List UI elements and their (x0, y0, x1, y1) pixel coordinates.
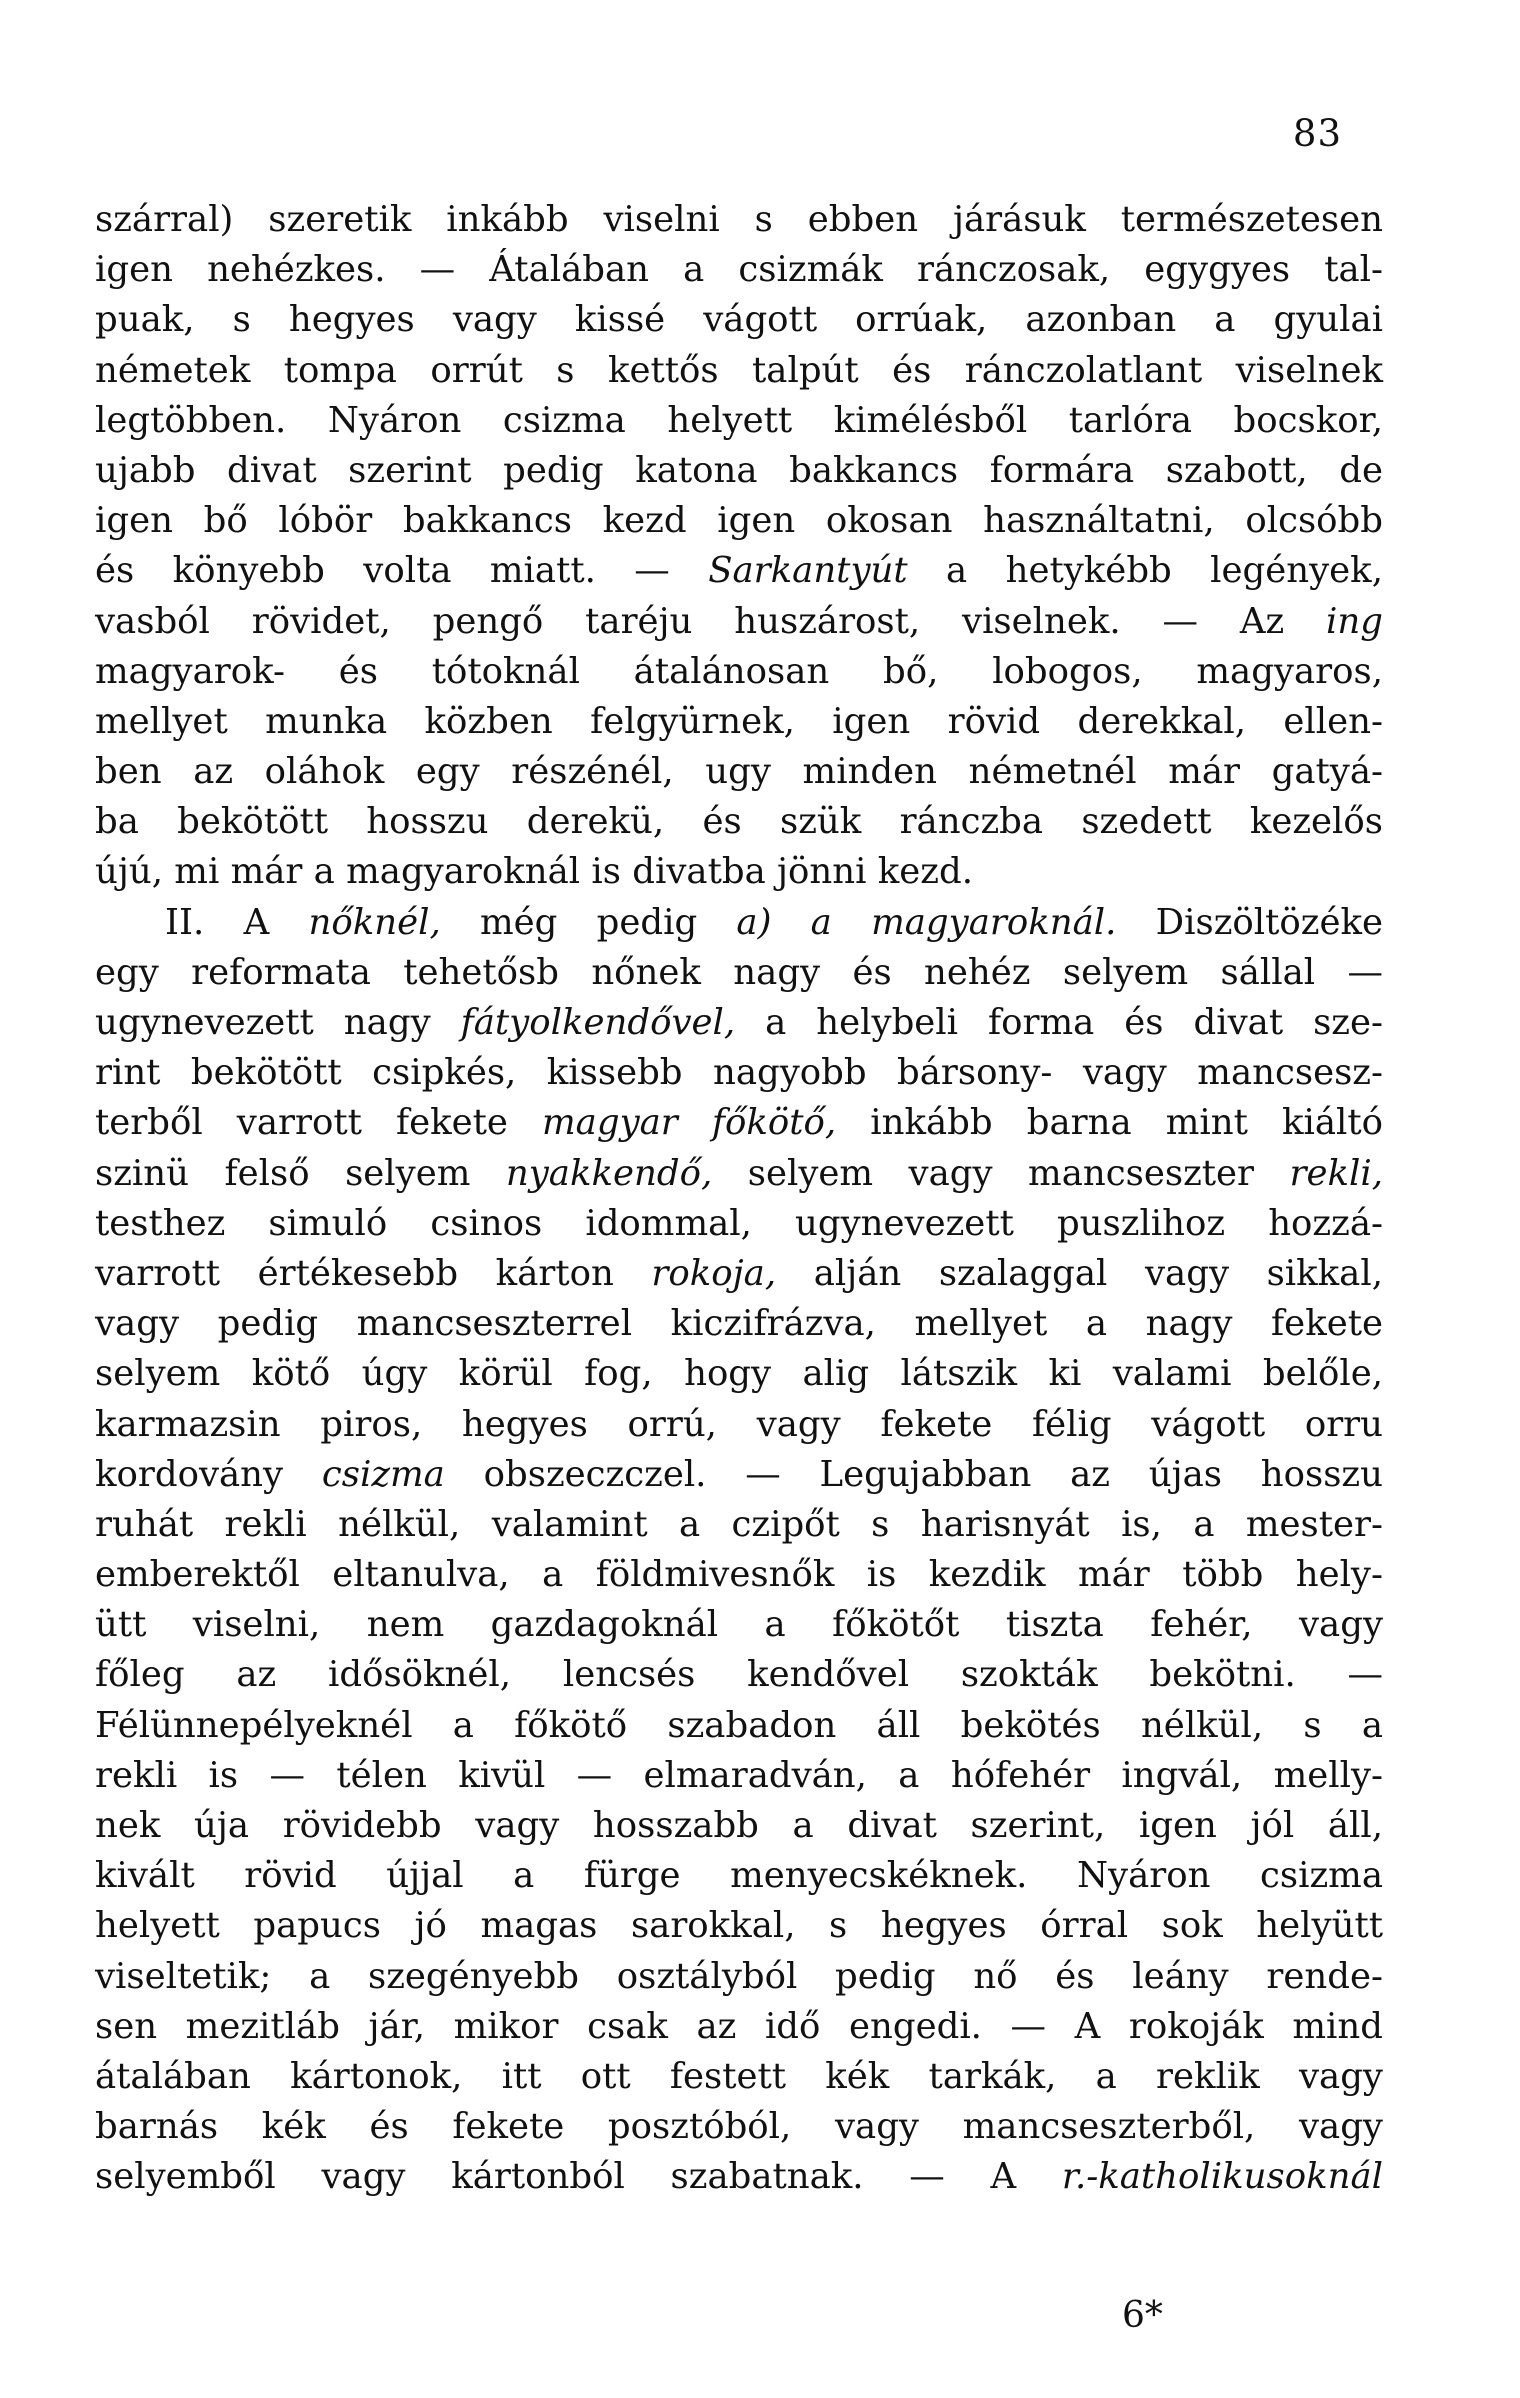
text-line (95, 1349, 1383, 1399)
text-line (95, 747, 1383, 797)
text-line (95, 1952, 1383, 2002)
text-run: a hetykébb legények, (907, 550, 1383, 592)
text-line (95, 1901, 1383, 1951)
text-line (95, 797, 1383, 847)
text-run: a helybeli forma és divat sze- (735, 1002, 1383, 1043)
text-line (95, 295, 1383, 345)
signature-mark: 6* (1122, 2295, 1163, 2336)
text-run: még pedig (440, 901, 737, 943)
text-run: igen nehézkes. — Átalában a csizmák ránczosak, egygyes tal- (95, 249, 1383, 291)
text-line (95, 597, 1383, 647)
text-run: Félünnepélyeknél a főkötő szabadon áll bekötés nélkül, s a (95, 1704, 1383, 1746)
text-run: rekli is — télen kivül — elmaradván, a hófehér ingvál, melly- (95, 1754, 1383, 1796)
text-run: kivált rövid újjal a fürge menyecskéknek. Nyáron csizma (95, 1855, 1383, 1897)
text-run: ujabb divat szerint pedig katona bakkancs formára szabott, de (95, 449, 1383, 491)
text-run: igen bő lóbör bakkancs kezd igen okosan használtatni, olcsóbb (95, 500, 1383, 542)
text-run: karmazsin piros, hegyes orrú, vagy fekete félig vágott orru (95, 1403, 1383, 1445)
text-line (95, 245, 1383, 295)
text-line (95, 1450, 1383, 1500)
text-line (95, 1500, 1383, 1550)
text-run: ruhát rekli nélkül, valamint a czipőt s harisnyát is, a mester- (95, 1503, 1383, 1545)
text-line (95, 1600, 1383, 1650)
text-run: puak, s hegyes vagy kissé vágott orrúak, azonban a gyulai (95, 299, 1383, 341)
text-line (95, 2152, 1383, 2202)
text-run: újú, mi már a magyaroknál is divatba jönni kezd. (95, 851, 974, 893)
text-run: szinü felső selyem (95, 1152, 506, 1194)
text-line (95, 1801, 1383, 1851)
italic-term: Sarkantyút (708, 550, 908, 592)
text-line (95, 697, 1383, 747)
text-run: magyarok- és tótoknál átalánosan bő, lobogos, magyaros, (95, 650, 1383, 692)
text-run: Diszöltözéke (1116, 901, 1383, 943)
text-run: rint bekötött csipkés, kissebb nagyobb bársony- vagy mancsesz- (95, 1052, 1383, 1094)
text-line (95, 647, 1383, 697)
text-run: selyem kötő úgy körül fog, hogy alig látszik ki valami belőle, (95, 1353, 1383, 1395)
text-run: legtöbben. Nyáron csizma helyett kimélésből tarlóra bocskor, (95, 399, 1383, 441)
text-run: viseltetik; a szegényebb osztályból pedig nő és leány rende- (95, 1955, 1383, 1997)
text-run: sen mezitláb jár, mikor csak az idő engedi. — A rokoják mind (95, 2005, 1383, 2047)
italic-term: rokoja, (651, 1252, 777, 1294)
text-line (95, 346, 1383, 396)
text-run: ugynevezett nagy (95, 1002, 461, 1043)
italic-term: a) a magyaroknál. (736, 901, 1117, 943)
italic-term: nyakkendő, (505, 1152, 713, 1194)
italic-term: r.-katholikusoknál (1061, 2156, 1383, 2198)
text-line (95, 1299, 1383, 1349)
text-line (95, 1851, 1383, 1901)
text-line (95, 1048, 1383, 1098)
text-run: inkább barna mint kiáltó (836, 1102, 1383, 1144)
italic-term: magyar főkötő, (542, 1102, 837, 1144)
text-line (95, 1751, 1383, 1801)
body-text (95, 195, 1383, 2203)
text-run: barnás kék és fekete posztóból, vagy mancseszterből, vagy (95, 2106, 1383, 2148)
text-run: testhez simuló csinos idommal, ugynevezett puszlihoz hozzá- (95, 1202, 1383, 1244)
page-number: 83 (1292, 112, 1342, 155)
italic-term: rekli, (1289, 1152, 1383, 1194)
text-line (95, 1400, 1383, 1450)
text-run: terből varrott fekete (95, 1102, 543, 1144)
text-line (95, 1650, 1383, 1700)
text-run: II. A (165, 901, 309, 943)
text-run: varrott értékesebb kárton (95, 1252, 652, 1294)
text-line (95, 998, 1383, 1048)
text-line (95, 496, 1383, 546)
text-run: ütt viselni, nem gazdagoknál a főkötőt tiszta fehér, vagy (95, 1604, 1383, 1646)
text-line (95, 948, 1383, 998)
text-run: helyett papucs jó magas sarokkal, s hegyes órral sok helyütt (95, 1905, 1383, 1947)
text-line (95, 847, 1383, 897)
text-run: vasból rövidet, pengő taréju huszárost, viselnek. — Az (95, 600, 1327, 642)
text-run: emberektől eltanulva, a földmivesnők is kezdik már több hely- (95, 1554, 1383, 1596)
text-run: ben az oláhok egy részénél, ugy minden németnél már gatyá- (95, 751, 1383, 793)
text-line (95, 195, 1383, 245)
italic-term: ing (1326, 600, 1383, 642)
text-run: kordovány (95, 1453, 322, 1495)
text-run: főleg az idősöknél, lencsés kendővel szokták bekötni. — (95, 1654, 1383, 1696)
text-line (95, 1701, 1383, 1751)
text-line (95, 546, 1383, 596)
text-run: szárral) szeretik inkább viselni s ebben járásuk természetesen (95, 199, 1383, 240)
text-run: átalában kártonok, itt ott festett kék tarkák, a reklik vagy (95, 2055, 1383, 2097)
text-run: németek tompa orrút s kettős talpút és ránczolatlant viselnek (95, 349, 1383, 391)
italic-term: fátyolkendővel, (460, 1002, 736, 1043)
text-line (95, 898, 1383, 948)
text-run: selyemből vagy kártonból szabatnak. — A (95, 2156, 1062, 2198)
text-run: nek úja rövidebb vagy hosszabb a divat szerint, igen jól áll, (95, 1805, 1383, 1846)
text-run: alján szalaggal vagy sikkal, (776, 1252, 1383, 1294)
text-line (95, 1199, 1383, 1249)
text-run: selyem vagy mancseszter (712, 1152, 1290, 1194)
text-run: vagy pedig mancseszterrel kiczifrázva, mellyet a nagy fekete (95, 1303, 1383, 1345)
text-line (95, 2002, 1383, 2052)
text-line (95, 446, 1383, 496)
text-line (95, 2102, 1383, 2152)
text-run: és könyebb volta miatt. — (95, 550, 709, 592)
text-line (95, 396, 1383, 446)
text-line (95, 2052, 1383, 2102)
italic-term: csizma (321, 1453, 445, 1495)
text-run: mellyet munka közben felgyürnek, igen rövid derekkal, ellen- (95, 700, 1383, 742)
text-line (95, 1149, 1383, 1199)
text-run: obszeczczel. — Legujabban az újas hosszu (444, 1453, 1383, 1495)
text-run: ba bekötött hosszu derekü, és szük ránczba szedett kezelős (95, 801, 1383, 843)
italic-term: nőknél, (308, 901, 441, 943)
text-run: egy reformata tehetősb nőnek nagy és nehéz selyem sállal — (95, 951, 1383, 993)
text-line (95, 1098, 1383, 1148)
text-line (95, 1249, 1383, 1299)
text-line (95, 1550, 1383, 1600)
